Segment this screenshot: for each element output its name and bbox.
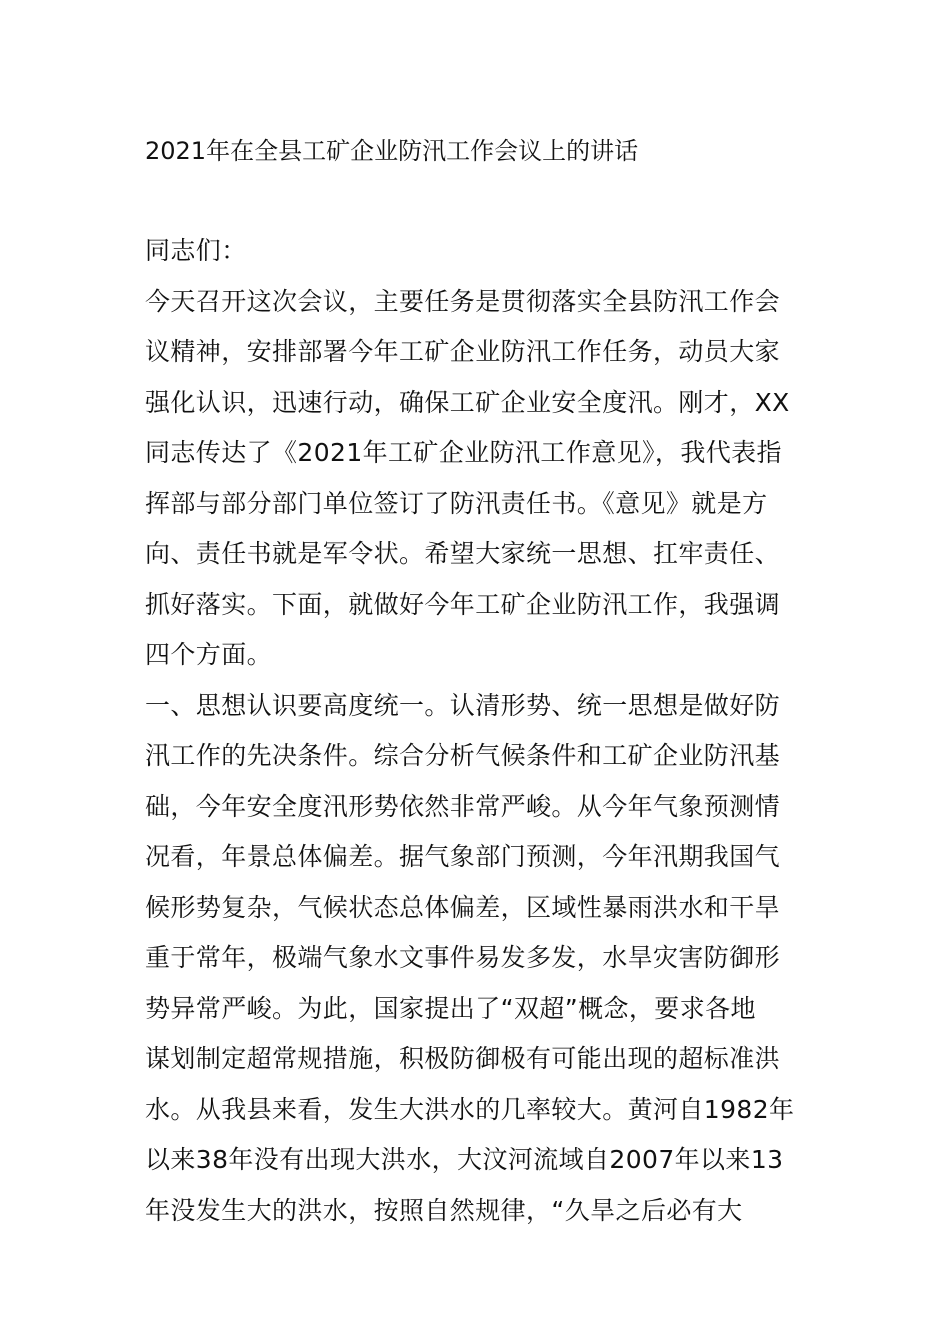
body-line: 强化认识，迅速行动，确保工矿企业安全度汛。刚才，XX bbox=[145, 387, 790, 417]
document-title: 2021年在全县工矿企业防汛工作会议上的讲话 bbox=[145, 137, 639, 165]
body-line: 重于常年，极端气象水文事件易发多发，水旱灾害防御形 bbox=[145, 943, 781, 972]
body-line: 年没发生大的洪水，按照自然规律，“久旱之后必有大 bbox=[145, 1195, 743, 1225]
salutation-line: 同志们： bbox=[145, 236, 247, 265]
body-line: 向、责任书就是军令状。希望大家统一思想、扛牢责任、 bbox=[145, 539, 781, 568]
body-line: 候形势复杂，气候状态总体偏差，区域性暴雨洪水和干旱 bbox=[145, 892, 781, 922]
body-line: 挥部与部分部门单位签订了防汛责任书。《意见》就是方 bbox=[145, 488, 768, 518]
body-line: 以来38年没有出现大洪水，大汶河流域自2007年以来13 bbox=[145, 1145, 784, 1174]
body-line: 势异常严峻。为此，国家提出了“双超”概念，要求各地 bbox=[145, 993, 756, 1023]
body-line: 四个方面。 bbox=[145, 640, 273, 669]
body-line: 议精神，安排部署今年工矿企业防汛工作任务，动员大家 bbox=[145, 337, 781, 366]
document-body bbox=[145, 232, 815, 1242]
body-line: 汛工作的先决条件。综合分析气候条件和工矿企业防汛基 bbox=[145, 741, 781, 770]
section-heading-line: 一、思想认识要高度统一。认清形势、统一思想是做好防 bbox=[145, 690, 781, 720]
body-line: 同志传达了《2021年工矿企业防汛工作意见》，我代表指 bbox=[145, 438, 782, 467]
body-line: 今天召开这次会议，主要任务是贯彻落实全县防汛工作会 bbox=[145, 286, 781, 316]
body-line: 水。从我县来看，发生大洪水的几率较大。黄河自1982年 bbox=[145, 1094, 795, 1124]
body-line: 谋划制定超常规措施，积极防御极有可能出现的超标准洪 bbox=[145, 1044, 781, 1073]
body-line: 抓好落实。下面，就做好今年工矿企业防汛工作，我强调 bbox=[145, 589, 781, 619]
body-line: 况看，年景总体偏差。据气象部门预测，今年汛期我国气 bbox=[145, 842, 781, 871]
body-line: 础，今年安全度汛形势依然非常严峻。从今年气象预测情 bbox=[145, 791, 781, 821]
